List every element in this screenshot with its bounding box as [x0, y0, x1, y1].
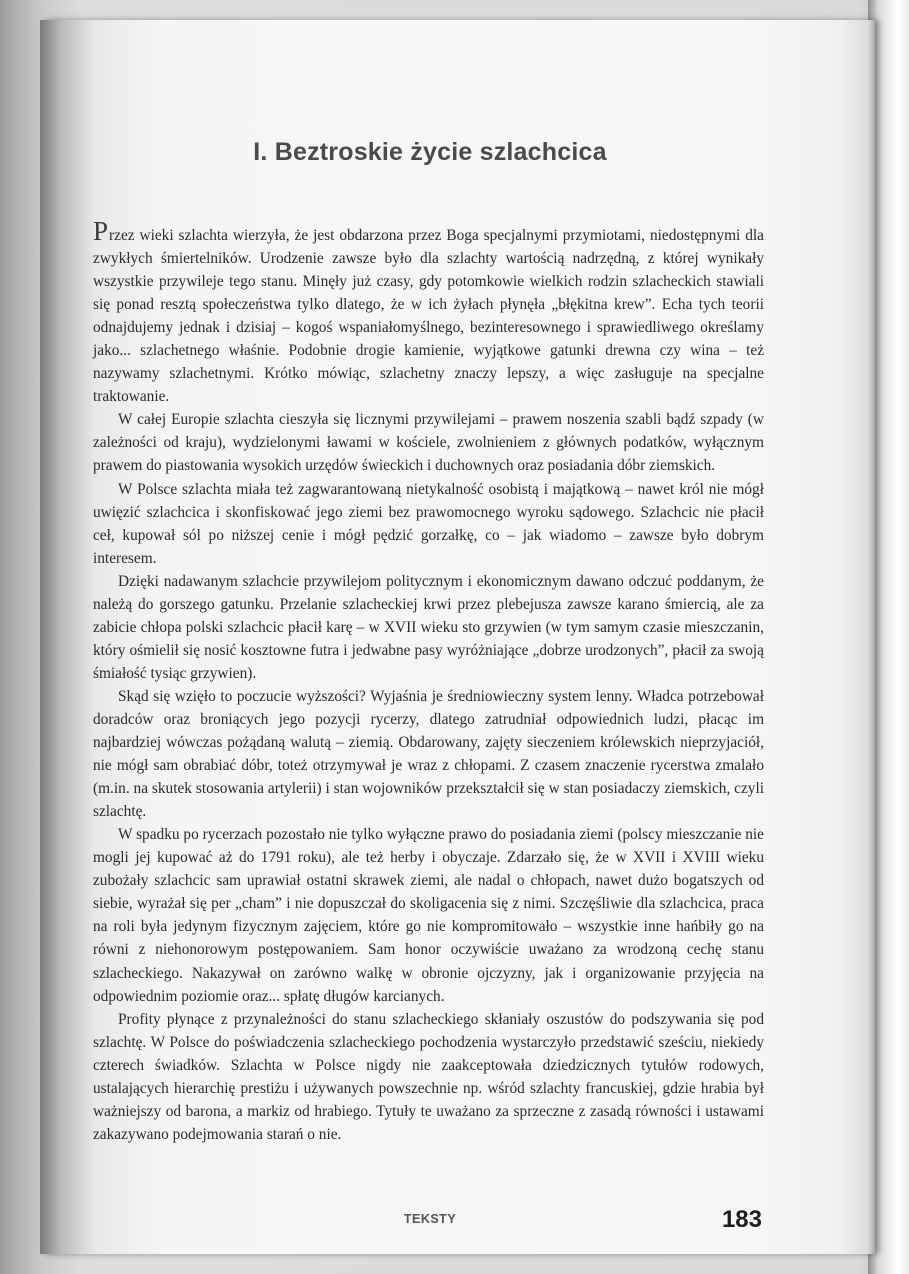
chapter-body	[93, 216, 764, 1146]
paragraph-5: Skąd się wzięło to poczucie wyższości? Wyjaśnia je średniowieczny system lenny. Władca potrzebował doradców oraz broniących jego pozycji rycerzy, dlatego zatrudniał odpowiednich ludzi, płacąc im najbardziej wówczas pożądaną walutą – ziemią. Obdarowany, zajęty sieczeniem królewskich nieprzyjaciół, nie mógł sam obrabiać dóbr, toteż otrzymywał je wraz z chłopami. Z czasem znaczenie rycerstwa zmalało (m.in. na skutek stosowania artylerii) i stan wojowników przekształcił się w stan posiadaczy ziemskich, czyli szlachtę.	[93, 687, 764, 821]
page-number: 183	[721, 1206, 762, 1233]
paragraph-6: W spadku po rycerzach pozostało nie tylko wyłączne prawo do posiadania ziemi (polscy mieszczanie nie mogli jej kupować aż do 1791 roku), ale też herby i obyczaje. Zdarzało się, że w XVII i XVIII wieku zubożały szlachcic sam uprawiał ostatni skrawek ziemi, ale nadal o chłopach, nawet dużo bogatszych od siebie, wyrażał się per „cham” i nie dopuszczał do skoligacenia się z nimi. Szczęśliwie dla szlachcica, praca na roli była jedynym fizycznym zajęciem, które go nie kompromitowało – wszystkie inne hańbiły go na równi z niehonorowym postępowaniem. Sam honor oczywiście uważano za wrodzoną cechę stanu szlacheckiego. Nakazywał on zarówno walkę w obronie ojczyzny, jak i organizowanie przyjęcia na odpowiednim poziomie oraz... spłatę długów karcianych.	[93, 826, 764, 1005]
footer-section-label: TEKSTY	[403, 1212, 457, 1226]
chapter-title: I. Beztroskie życie szlachcica	[253, 138, 607, 166]
drop-cap: P	[93, 216, 109, 246]
paragraph-1	[93, 216, 764, 408]
paragraph-7: Profity płynące z przynależności do stanu szlacheckiego skłaniały oszustów do podszywania się pod szlachtę. W Polsce do poświadczenia szlacheckiego pochodzenia wystarczyło przedstawić sześciu, niekiedy czterech świadków. Szlachta w Polsce nigdy nie zaakceptowała dziedzicznych tytułów rodowych, ustalających hierarchię prestiżu i używanych powszechnie np. wśród szlachty francuskiej, gdzie hrabia był ważniejszy od barona, a markiz od hrabiego. Tytuły te uważano za sprzeczne z zasadą równości i ustawami zakazywano podejmowania starań o nie.	[93, 1010, 764, 1143]
paragraph-4: Dzięki nadawanym szlachcie przywilejom politycznym i ekonomicznym dawano odczuć poddanym, że należą do gorszego gatunku. Przelanie szlacheckiej krwi przez plebejusza zawsze karano śmiercią, ale za zabicie chłopa polski szlachcic płacił karę – w XVII wieku sto grzywien (w tym samym czasie mieszczanin, który ośmielił się nosić kosztowne futra i jedwabne pasy wyróżniające „dobrze urodzonych”, płacił za swoją śmiałość tysiąc grzywien).	[93, 572, 764, 682]
paragraph-1-text: rzez wieki szlachta wierzyła, że jest obdarzona przez Boga specjalnymi przymiotami, niedostępnymi dla zwykłych śmiertelników. Urodzenie zawsze było dla szlachty wartością nadrzędną, z której wynikały wszystkie przywileje tego stanu. Minęły już czasy, gdy potomkowie wielkich rodzin szlacheckich stawiali się ponad resztą społeczeństwa tylko dlatego, że w ich żyłach płynęła „błękitna krew”. Echa tych teorii odnajdujemy jednak i dzisiaj – kogoś wspaniałomyślnego, bezinteresownego i sprawiedliwego określamy jako... szlachetnego właśnie. Podobnie drogie kamienie, wyjątkowe gatunki drewna czy wina – też nazywamy szlachetnymi. Krótko mówiąc, szlachetny znaczy lepszy, a więc zasługuje na specjalne traktowanie.	[93, 227, 764, 406]
paragraph-3: W Polsce szlachta miała też zagwarantowaną nietykalność osobistą i majątkową – nawet król nie mógł uwięzić szlachcica i skonfiskować jego ziemi bez prawomocnego wyroku sądowego. Szlachcic nie płacił ceł, kupował sól po niższej cenie i mógł pędzić gorzałkę, co – jak wiadomo – zawsze było dobrym interesem.	[93, 480, 764, 567]
paragraph-2: W całej Europie szlachta cieszyła się licznymi przywilejami – prawem noszenia szabli bądź szpady (w zależności od kraju), wydzielonymi ławami w kościele, zwolnieniem z głównych podatków, wyłącznym prawem do piastowania wysokich urzędów świeckich i duchownych oraz posiadania dóbr ziemskich.	[93, 411, 764, 475]
